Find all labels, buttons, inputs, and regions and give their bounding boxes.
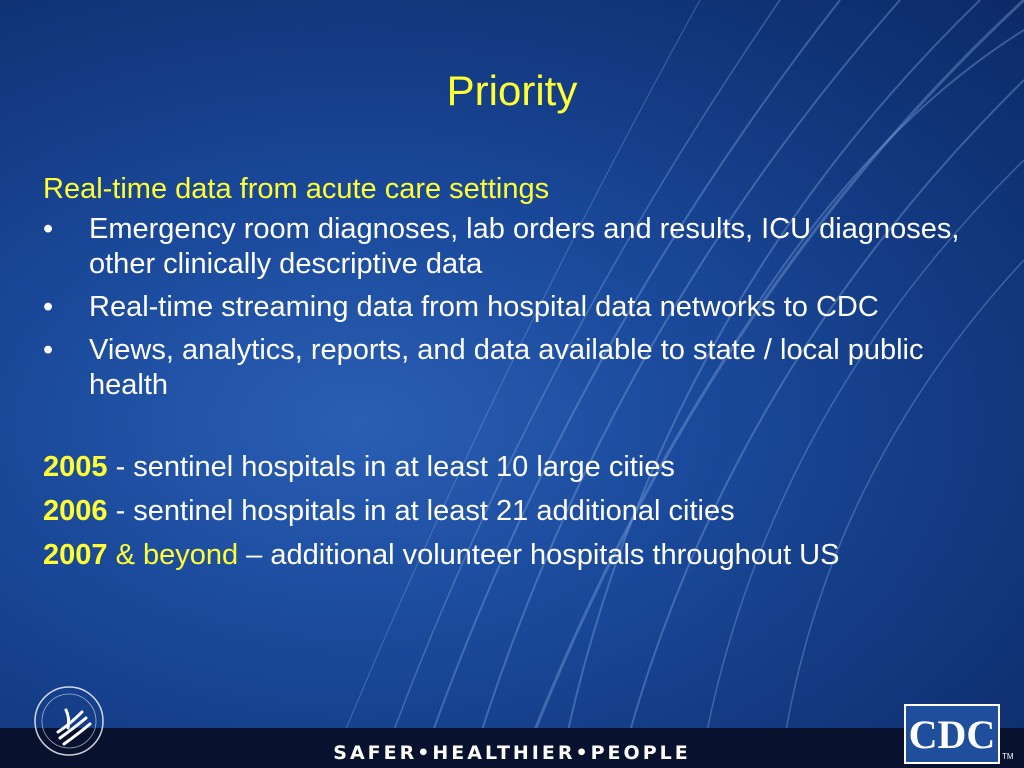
subheading: Real-time data from acute care settings: [43, 173, 550, 205]
bullet-text: Real-time streaming data from hospital data networks to CDC: [89, 291, 879, 323]
timeline-year: 2005: [43, 451, 108, 483]
timeline-text: - sentinel hospitals in at least 21 additional cities: [107, 495, 735, 527]
timeline-year: 2006: [43, 495, 108, 527]
timeline-text: – additional volunteer hospitals throughout US: [238, 539, 840, 571]
bullet-dot: •: [43, 291, 54, 323]
bullet-dot: •: [43, 334, 54, 366]
timeline-beyond: & beyond: [107, 539, 239, 571]
bullet-item: [43, 333, 993, 403]
cdc-logo-icon: CDC: [904, 704, 1000, 764]
slide-title: Priority: [446, 67, 578, 114]
trademark: TM: [1002, 752, 1014, 761]
bullet-text: Views, analytics, reports, and data available to state / local public health: [89, 334, 924, 401]
timeline-row: [43, 445, 993, 489]
bullet-item: [43, 290, 993, 325]
timeline-row: [43, 489, 993, 533]
hhs-eagle-icon: [30, 682, 108, 760]
slide-content: [43, 170, 993, 577]
bullet-text: Emergency room diagnoses, lab orders and results, ICU diagnoses, other clinically descriptive data: [89, 213, 960, 280]
footer-slogan: SAFER•HEALTHIER•PEOPLE: [333, 742, 691, 764]
timeline-year: 2007: [43, 539, 108, 571]
timeline-row: [43, 533, 993, 577]
timeline: [43, 445, 993, 577]
bullet-item: [43, 212, 993, 282]
timeline-text: - sentinel hospitals in at least 10 large cities: [107, 451, 675, 483]
bullet-dot: •: [43, 213, 54, 245]
